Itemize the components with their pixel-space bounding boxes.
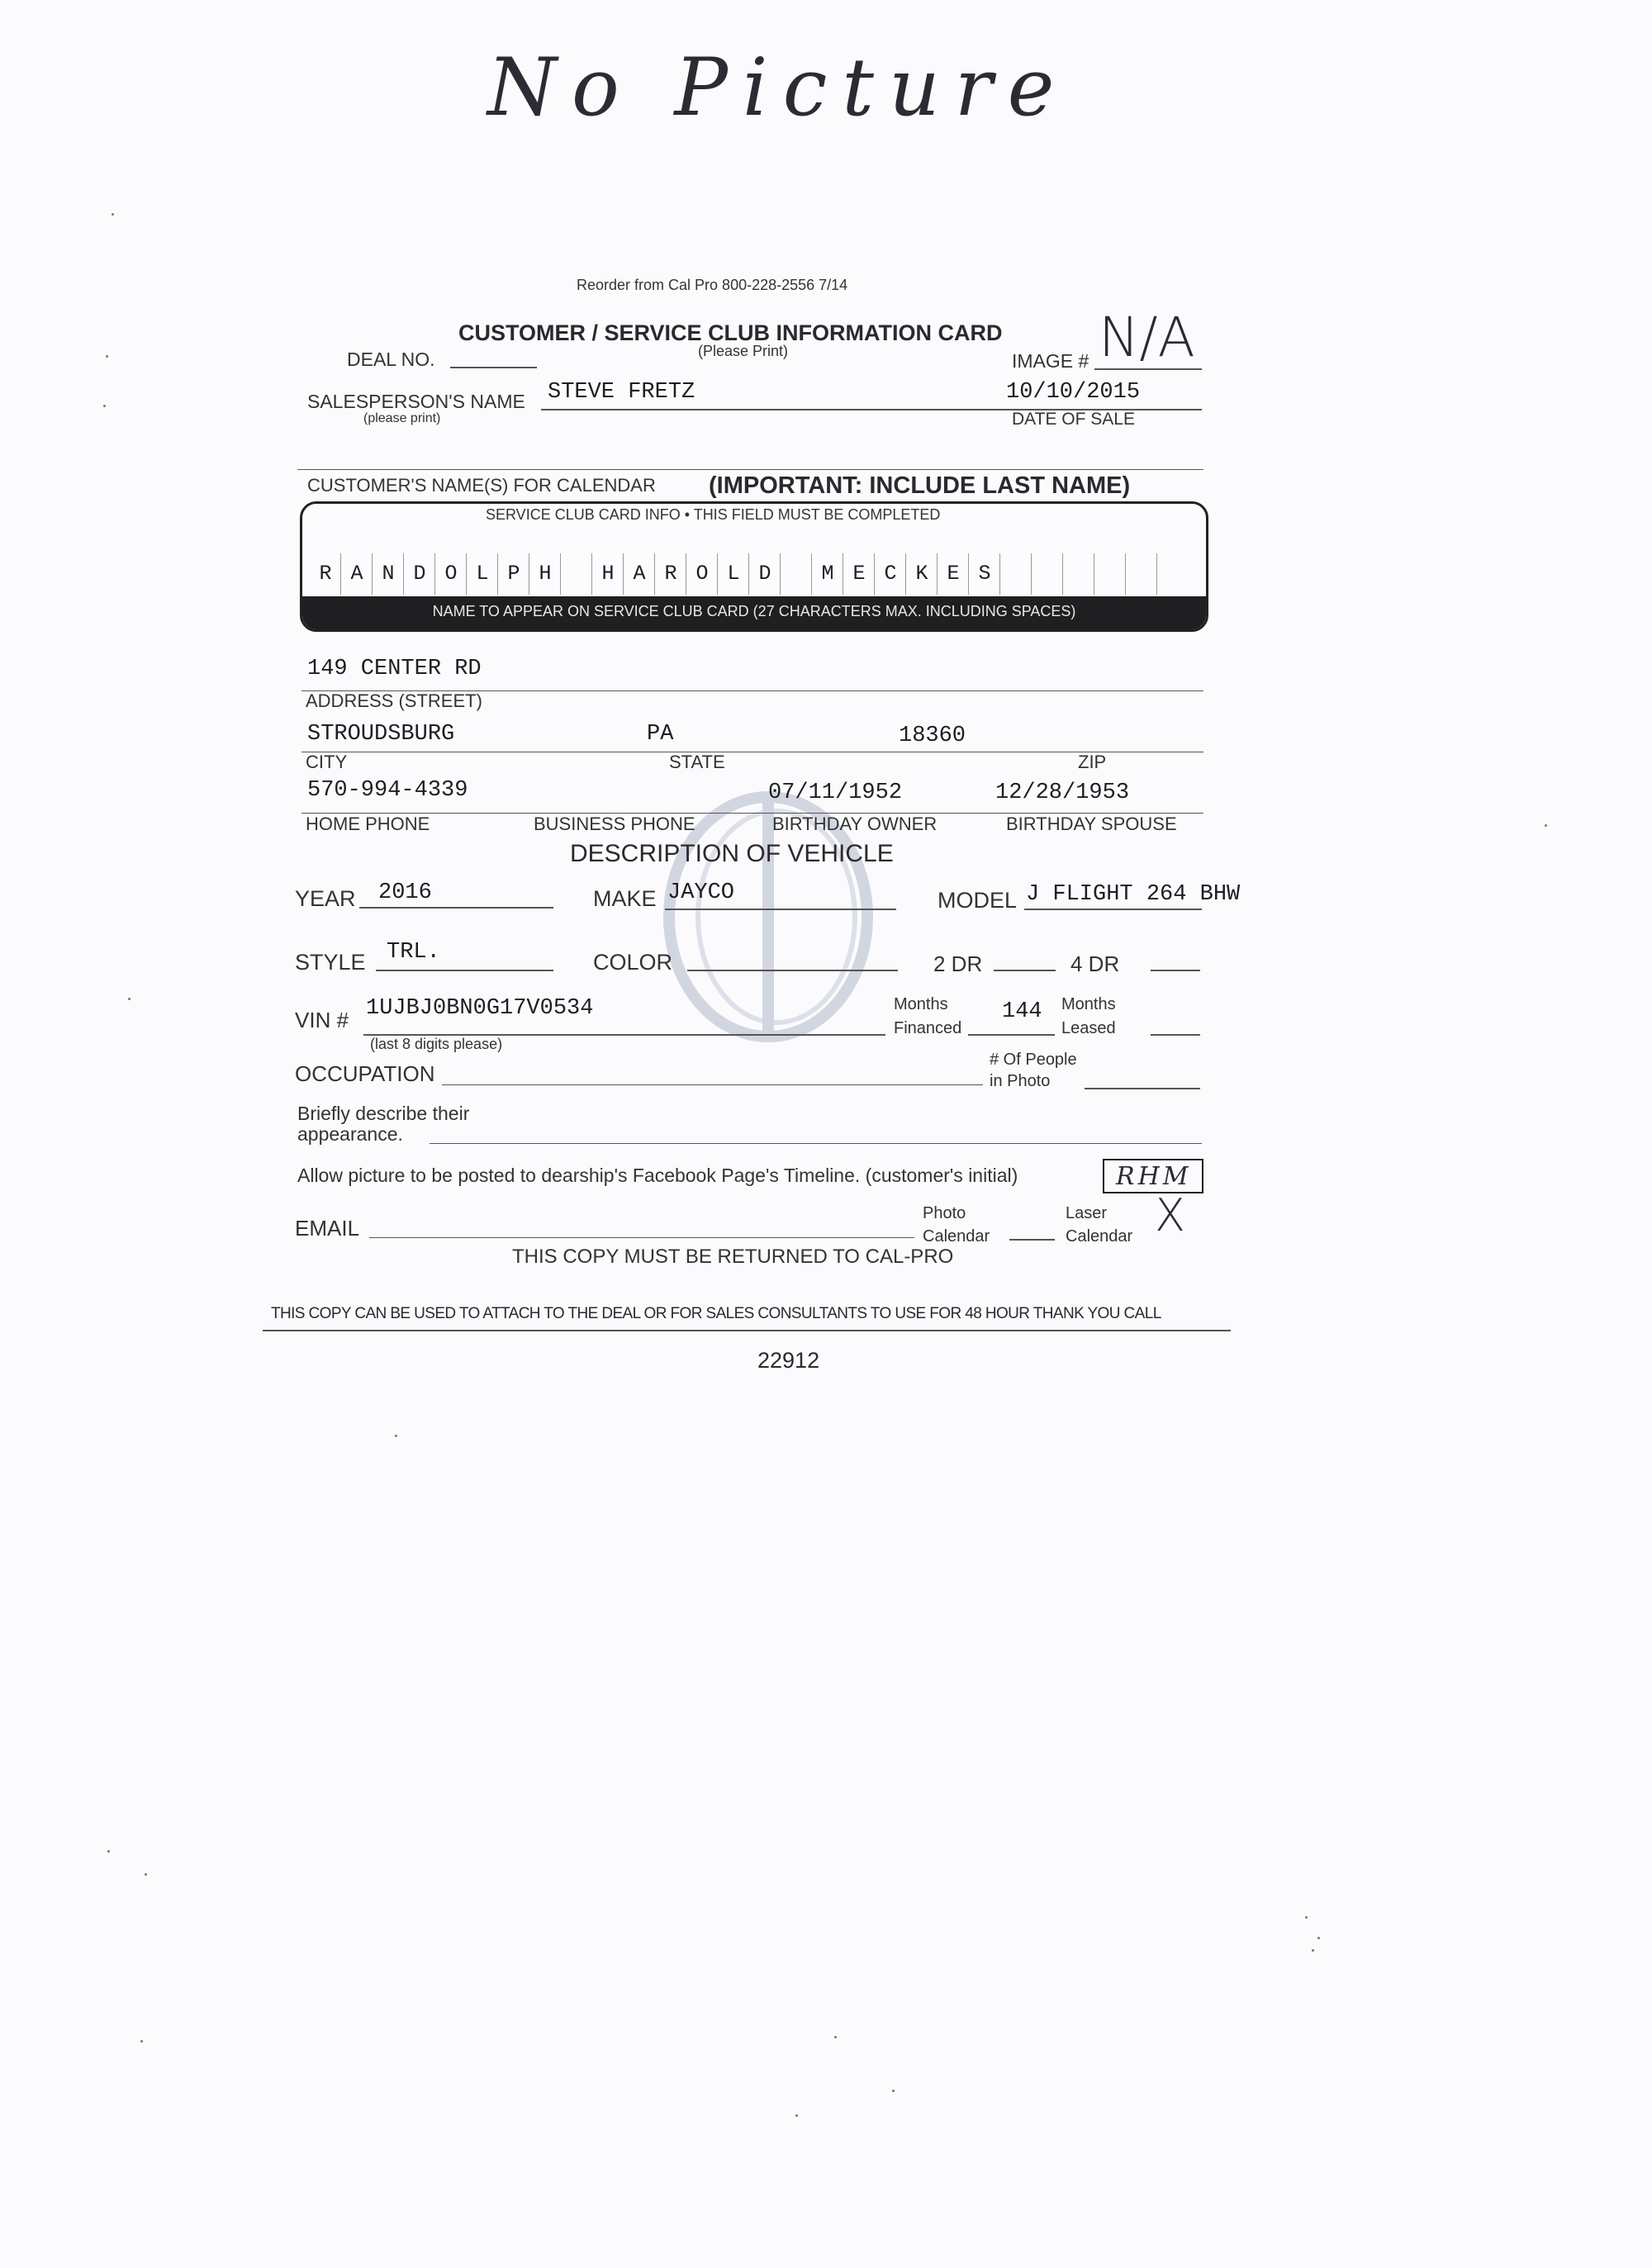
state-value[interactable]: PA xyxy=(647,722,674,747)
customer-top-line xyxy=(297,469,1203,470)
year-value[interactable]: 2016 xyxy=(378,880,432,905)
club-card-char-cell[interactable] xyxy=(781,553,812,595)
speck xyxy=(1305,1916,1308,1919)
initials-value: RHM xyxy=(1116,1162,1192,1191)
club-card-char-cell[interactable] xyxy=(562,553,592,595)
initials-box[interactable] xyxy=(1103,1159,1203,1193)
speck xyxy=(112,213,114,216)
four-dr-label: 4 DR xyxy=(1070,951,1120,976)
months-leased-field[interactable] xyxy=(1151,1034,1200,1036)
two-dr-field[interactable] xyxy=(994,970,1056,971)
make-line xyxy=(665,909,896,910)
color-field[interactable] xyxy=(687,970,898,971)
image-value: N/A xyxy=(1099,306,1195,369)
salesperson-label: SALESPERSON'S NAME xyxy=(307,391,525,412)
birthday-owner-value[interactable]: 07/11/1952 xyxy=(768,781,903,805)
club-card-char-cell[interactable]: P xyxy=(499,553,529,595)
zip-label: ZIP xyxy=(1078,752,1107,772)
salesperson-value[interactable]: STEVE FRETZ xyxy=(548,380,695,405)
address-label: ADDRESS (STREET) xyxy=(306,690,482,711)
birthday-spouse-label: BIRTHDAY SPOUSE xyxy=(1006,814,1177,834)
form-title: CUSTOMER / SERVICE CLUB INFORMATION CARD xyxy=(458,320,1003,345)
club-card-char-cell[interactable]: L xyxy=(719,553,749,595)
important-label: (IMPORTANT: INCLUDE LAST NAME) xyxy=(709,472,1131,499)
club-card-char-cell[interactable]: R xyxy=(656,553,686,595)
image-field[interactable] xyxy=(1094,368,1202,370)
club-card-bar xyxy=(302,596,1206,629)
service-club-card-box xyxy=(300,501,1208,632)
attach-note: THIS COPY CAN BE USED TO ATTACH TO THE DEAL OR FOR SALES CONSULTANTS TO USE FOR 48 HOUR THANK YOU CALL xyxy=(271,1305,1161,1322)
birthday-spouse-value[interactable]: 12/28/1953 xyxy=(995,781,1130,805)
months-financed-label-1: Months xyxy=(894,995,948,1013)
birthday-owner-label: BIRTHDAY OWNER xyxy=(772,814,938,834)
model-label: MODEL xyxy=(938,888,1018,913)
club-card-note: NAME TO APPEAR ON SERVICE CLUB CARD (27 CHARACTERS MAX. INCLUDING SPACES) xyxy=(432,603,1076,619)
speck xyxy=(103,405,106,407)
club-card-char-cell[interactable] xyxy=(1095,553,1126,595)
club-card-char-cell[interactable] xyxy=(1001,553,1032,595)
months-financed-line xyxy=(968,1034,1055,1036)
club-card-char-cell[interactable]: H xyxy=(593,553,624,595)
club-card-char-cell[interactable]: O xyxy=(436,553,467,595)
club-card-char-cell[interactable]: A xyxy=(342,553,373,595)
speck xyxy=(795,2114,798,2117)
deal-no-field[interactable] xyxy=(450,367,537,368)
model-value[interactable]: J FLIGHT 264 BHW xyxy=(1026,882,1241,907)
salesperson-sublabel: (please print) xyxy=(363,411,441,425)
home-phone-label: HOME PHONE xyxy=(306,814,430,834)
model-line xyxy=(1024,909,1202,910)
club-card-char-cell[interactable]: A xyxy=(624,553,655,595)
laser-calendar-label-2: Calendar xyxy=(1066,1227,1133,1246)
speck xyxy=(834,2036,837,2038)
vin-value[interactable]: 1UJBJ0BN0G17V0534 xyxy=(366,996,594,1021)
speck xyxy=(395,1435,397,1437)
reorder-line: Reorder from Cal Pro 800-228-2556 7/14 xyxy=(577,277,848,293)
style-value[interactable]: TRL. xyxy=(387,940,440,965)
address-value[interactable]: 149 CENTER RD xyxy=(307,657,482,681)
city-label: CITY xyxy=(306,752,348,772)
speck xyxy=(1545,824,1547,827)
club-card-char-cell[interactable] xyxy=(1127,553,1157,595)
club-card-char-cell[interactable]: O xyxy=(687,553,718,595)
club-card-char-cell[interactable]: R xyxy=(311,553,341,595)
year-line xyxy=(359,907,553,909)
club-card-char-cell[interactable]: L xyxy=(468,553,498,595)
appearance-field[interactable] xyxy=(430,1143,1202,1144)
club-card-char-cell[interactable]: D xyxy=(750,553,781,595)
please-print: (Please Print) xyxy=(698,343,789,359)
speck xyxy=(107,1850,110,1853)
four-dr-field[interactable] xyxy=(1151,970,1200,971)
club-card-info: SERVICE CLUB CARD INFO • THIS FIELD MUST BE COMPLETED xyxy=(486,506,941,523)
occupation-field[interactable] xyxy=(442,1084,983,1085)
make-value[interactable]: JAYCO xyxy=(667,880,735,905)
speck xyxy=(1312,1949,1314,1952)
return-note: THIS COPY MUST BE RETURNED TO CAL-PRO xyxy=(512,1246,954,1268)
club-card-char-cell[interactable]: H xyxy=(530,553,561,595)
date-of-sale-label: DATE OF SALE xyxy=(1012,410,1135,429)
occupation-label: OCCUPATION xyxy=(295,1061,435,1086)
laser-calendar-label-1: Laser xyxy=(1066,1204,1108,1222)
months-leased-label-2: Leased xyxy=(1061,1019,1116,1037)
two-dr-label: 2 DR xyxy=(933,951,983,976)
vin-note: (last 8 digits please) xyxy=(370,1036,503,1052)
style-line xyxy=(376,970,553,971)
business-phone-label: BUSINESS PHONE xyxy=(534,814,695,834)
laser-calendar-mark[interactable]: X xyxy=(1155,1189,1185,1241)
speck xyxy=(106,355,108,358)
people-label-2: in Photo xyxy=(990,1072,1051,1090)
club-card-char-cell[interactable]: N xyxy=(373,553,404,595)
year-label: YEAR xyxy=(295,886,356,911)
photo-calendar-field[interactable] xyxy=(1009,1239,1055,1241)
speck xyxy=(128,998,131,1000)
color-label: COLOR xyxy=(593,950,673,975)
club-card-char-cell[interactable]: E xyxy=(938,553,969,595)
customer-names-label: CUSTOMER'S NAME(S) FOR CALENDAR xyxy=(307,475,656,496)
state-label: STATE xyxy=(669,752,725,772)
bottom-rule xyxy=(263,1330,1231,1331)
club-card-char-cell[interactable]: C xyxy=(876,553,906,595)
vehicle-heading: DESCRIPTION OF VEHICLE xyxy=(570,840,894,867)
club-card-char-cell[interactable] xyxy=(1064,553,1094,595)
speck xyxy=(145,1873,147,1876)
handwritten-note: No Picture xyxy=(487,41,1070,134)
months-financed-label-2: Financed xyxy=(894,1019,962,1037)
club-card-char-cell[interactable]: K xyxy=(907,553,938,595)
speck xyxy=(140,2040,143,2043)
months-financed-value[interactable]: 144 xyxy=(1002,999,1042,1024)
facebook-label: Allow picture to be posted to dearship's Facebook Page's Timeline. (customer's initial) xyxy=(297,1165,1018,1186)
club-card-char-cell[interactable] xyxy=(1032,553,1063,595)
image-label: IMAGE # xyxy=(1012,350,1089,372)
speck xyxy=(1317,1937,1320,1939)
people-label-1: # Of People xyxy=(990,1051,1077,1069)
deal-no-label: DEAL NO. xyxy=(347,349,435,370)
home-phone-value[interactable]: 570-994-4339 xyxy=(307,778,468,803)
date-of-sale-value[interactable]: 10/10/2015 xyxy=(1006,380,1141,405)
club-card-char-cell[interactable]: D xyxy=(405,553,435,595)
email-field[interactable] xyxy=(369,1237,914,1238)
zip-value[interactable]: 18360 xyxy=(899,724,966,748)
vin-label: VIN # xyxy=(295,1008,349,1032)
appearance-label-2: appearance. xyxy=(297,1123,403,1145)
photo-calendar-label-2: Calendar xyxy=(923,1227,990,1246)
city-value[interactable]: STROUDSBURG xyxy=(307,722,455,747)
club-card-char-cell[interactable]: E xyxy=(844,553,875,595)
style-label: STYLE xyxy=(295,950,366,975)
months-leased-label-1: Months xyxy=(1061,995,1116,1013)
club-card-char-cell[interactable]: S xyxy=(970,553,1000,595)
photo-calendar-label-1: Photo xyxy=(923,1204,966,1222)
club-card-char-cell[interactable]: M xyxy=(813,553,843,595)
people-field[interactable] xyxy=(1085,1088,1200,1089)
appearance-label-1: Briefly describe their xyxy=(297,1103,470,1124)
email-label: EMAIL xyxy=(295,1216,360,1241)
form-number: 22912 xyxy=(757,1348,820,1373)
make-label: MAKE xyxy=(593,886,657,911)
speck xyxy=(892,2090,895,2092)
